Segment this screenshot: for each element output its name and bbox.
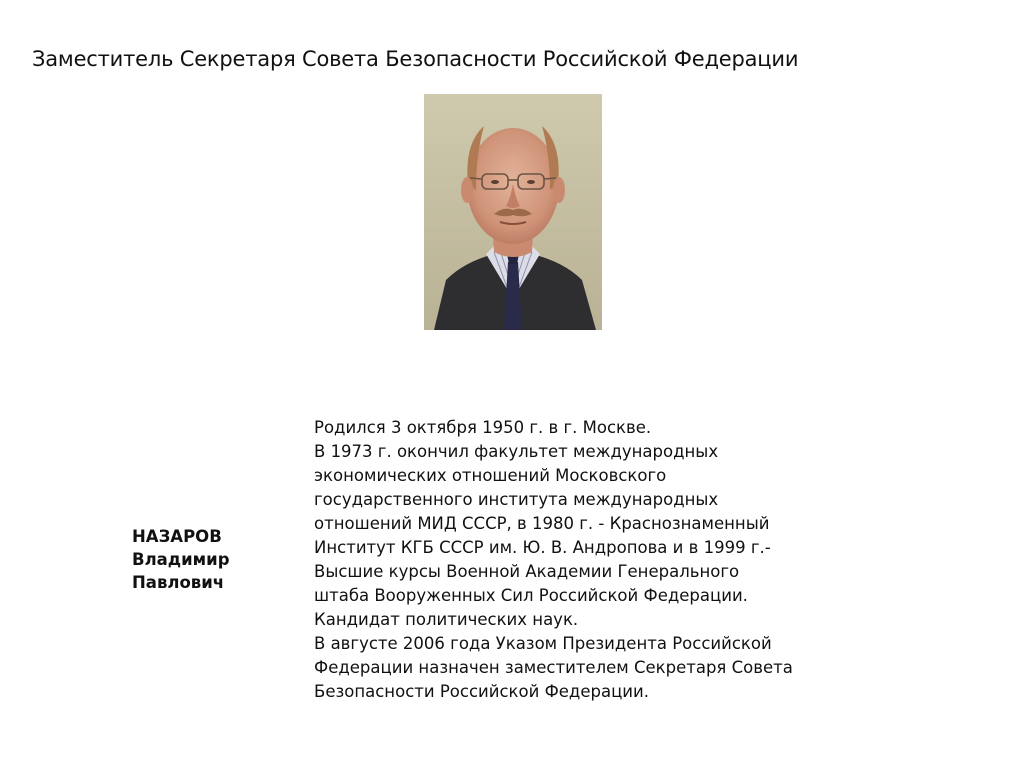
bio-line: Институт КГБ СССР им. Ю. В. Андропова и в 1999 г.- [314, 538, 771, 557]
bio-line: Кандидат политических наук. [314, 610, 579, 629]
bio-line: штаба Вооруженных Сил Российской Федерации. [314, 586, 748, 605]
bio-line: Федерации назначен заместителем Секретаря Совета [314, 658, 793, 677]
bio-line: государственного института международных [314, 490, 719, 509]
bio-line: В августе 2006 года Указом Президента Российской [314, 634, 772, 653]
person-first-name: Владимир [132, 550, 230, 569]
slide-title: Заместитель Секретаря Совета Безопасности Российской Федерации [32, 47, 799, 71]
bio-line: отношений МИД СССР, в 1980 г. - Краснознаменный [314, 514, 770, 533]
person-name [132, 525, 230, 594]
person-patronymic: Павлович [132, 573, 225, 592]
person-surname: НАЗАРОВ [132, 527, 222, 546]
bio-line: В 1973 г. окончил факультет международных [314, 442, 719, 461]
bio-line: Безопасности Российской Федерации. [314, 682, 650, 701]
bio-line: экономических отношений Московского [314, 466, 667, 485]
bio-line: Родился 3 октября 1950 г. в г. Москве. [314, 418, 652, 437]
bio-line: Высшие курсы Военной Академии Генерального [314, 562, 740, 581]
biography-text [314, 416, 793, 704]
portrait-photo [424, 94, 602, 330]
